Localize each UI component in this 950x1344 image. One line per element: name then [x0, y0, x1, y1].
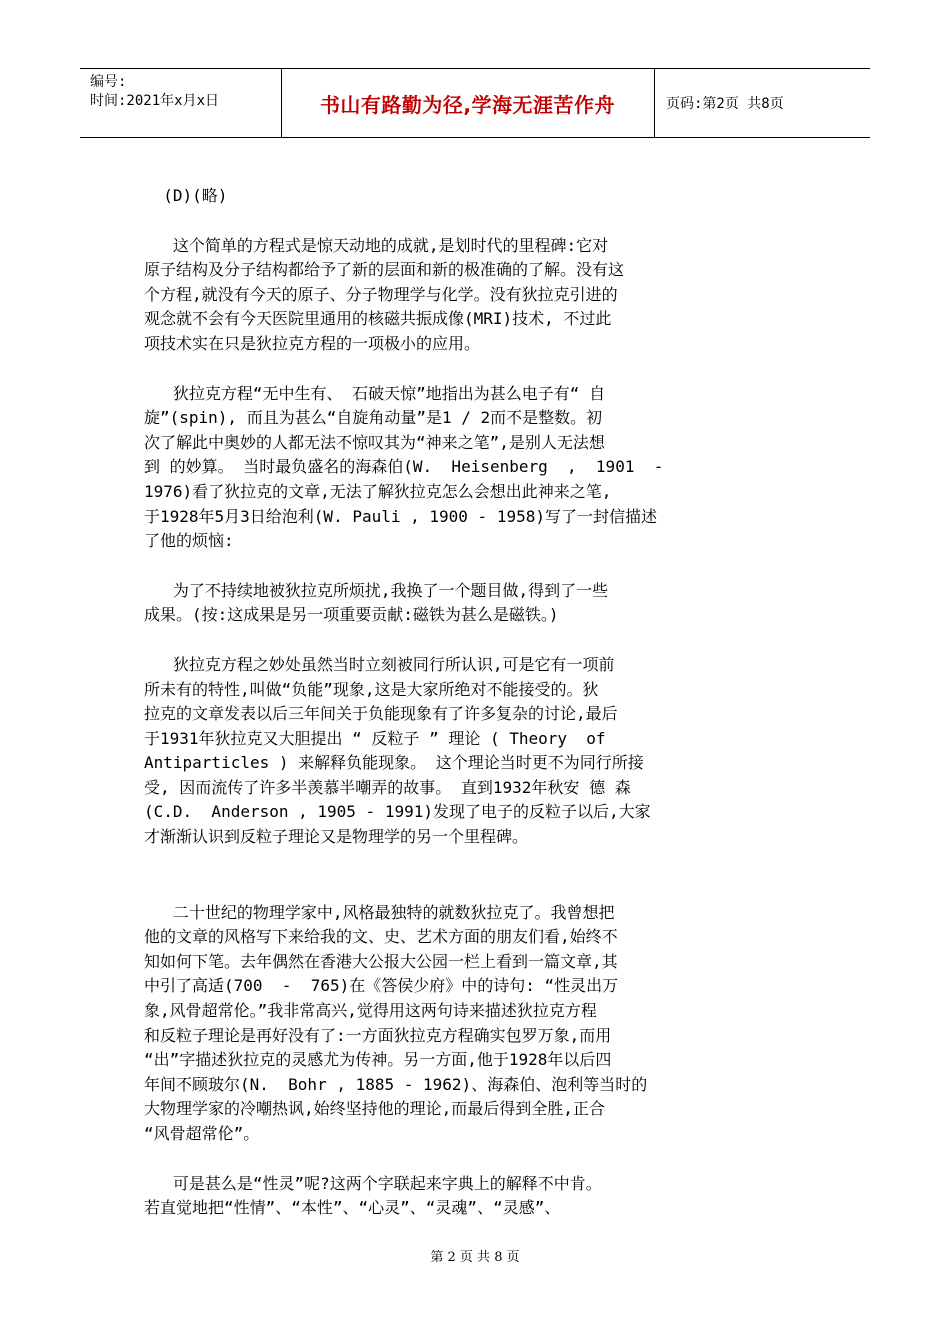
text-line: 和反粒子理论是再好没有了:一方面狄拉克方程确实包罗万象,而用: [144, 1025, 612, 1045]
paragraph: [144, 382, 724, 554]
text-line: 个方程,就没有今天的原子、分子物理学与化学。没有狄拉克引进的: [144, 284, 618, 304]
paragraph: [144, 653, 724, 850]
text-line: Antiparticles ) 来解释负能现象。 这个理论当时更不为同行所接: [144, 753, 644, 773]
header-meta: [90, 73, 280, 111]
text-line: 若直觉地把“性情”、“本性”、“心灵”、“灵魂”、“灵感”、: [144, 1198, 561, 1218]
text-line: 二十世纪的物理学家中,风格最独特的就数狄拉克了。我曾想把: [144, 902, 615, 922]
text-line: 狄拉克方程“无中生有、 石破天惊”地指出为甚么电子有“ 自: [144, 383, 606, 403]
text-line: 为了不持续地被狄拉克所烦扰,我换了一个题目做,得到了一些: [144, 580, 609, 600]
text-line: “出”字描述狄拉克的灵感尤为传神。另一方面,他于1928年以后四: [144, 1050, 612, 1070]
time-label: 时间:2021年x月x日: [90, 93, 220, 109]
text-line: 年间不顾玻尔(N. Bohr , 1885 - 1962)、海森伯、泡利等当时的: [144, 1074, 648, 1094]
text-line: (C.D. Anderson , 1905 - 1991)发现了电子的反粒子以后,大家: [144, 802, 651, 822]
text-line: 所未有的特性,叫做“负能”现象,这是大家所绝对不能接受的。狄: [144, 679, 599, 699]
text-line: 可是甚么是“性灵”呢?这两个字联起来字典上的解释不中肯。: [144, 1173, 602, 1193]
paragraph: [144, 901, 724, 1147]
text-line: 中引了高适(700 - 765)在《答侯少府》中的诗句: “性灵出万: [144, 976, 619, 996]
document-body: [144, 184, 724, 1221]
text-line: (D)(略): [144, 186, 228, 205]
motto: 书山有路勤为径,学海无涯苦作舟: [319, 92, 616, 117]
page-footer: 第 2 页 共 8 页: [430, 1250, 520, 1265]
text-line: 象,风骨超常伦。”我非常高兴,觉得用这两句诗来描述狄拉克方程: [144, 1001, 597, 1021]
text-line: 项技术实在只是狄拉克方程的一项极小的应用。: [144, 333, 481, 353]
text-line: 观念就不会有今天医院里通用的核磁共振成像(MRI)技术, 不过此: [144, 309, 612, 329]
text-line: 狄拉克方程之妙处虽然当时立刻被同行所认识,可是它有一项前: [144, 654, 615, 674]
text-line: 于1928年5月3日给泡利(W. Pauli , 1900 - 1958)写了一封信描述: [144, 506, 657, 526]
paragraph: [144, 234, 724, 357]
text-line: 大物理学家的冷嘲热讽,始终坚持他的理论,而最后得到全胜,正合: [144, 1099, 605, 1119]
page-code: 页码:第2页 共8页: [666, 96, 784, 112]
paragraph: [144, 184, 724, 209]
header-table: [80, 68, 870, 138]
text-line: 知如何下笔。去年偶然在香港大公报大公园一栏上看到一篇文章,其: [144, 951, 618, 971]
text-line: 原子结构及分子结构都给予了新的层面和新的极准确的了解。没有这: [144, 260, 625, 280]
number-label: 编号:: [90, 74, 127, 90]
text-line: 这个简单的方程式是惊天动地的成就,是划时代的里程碑:它对: [144, 235, 609, 255]
text-line: “风骨超常伦”。: [144, 1124, 260, 1143]
text-line: 受, 因而流传了许多半羡慕半嘲弄的故事。 直到1932年秋安 德 森: [144, 777, 631, 797]
text-line: 次了解此中奥妙的人都无法不惊叹其为“神来之笔”,是别人无法想: [144, 432, 605, 452]
text-line: 了他的烦恼:: [144, 531, 234, 551]
paragraph: [144, 579, 724, 628]
paragraph: [144, 1172, 724, 1221]
text-line: 他的文章的风格写下来给我的文、史、艺术方面的朋友们看,始终不: [144, 927, 618, 947]
text-line: 到 的妙算。 当时最负盛名的海森伯(W. Heisenberg , 1901 -: [144, 457, 664, 477]
text-line: 才渐渐认识到反粒子理论又是物理学的另一个里程碑。: [144, 827, 529, 847]
text-line: 1976)看了狄拉克的文章,无法了解狄拉克怎么会想出此神来之笔,: [144, 481, 612, 501]
text-line: 拉克的文章发表以后三年间关于负能现象有了许多复杂的讨论,最后: [144, 704, 618, 724]
text-line: 于1931年狄拉克又大胆提出 “ 反粒子 ” 理论 ( Theory of: [144, 728, 606, 748]
header-divider: [654, 69, 655, 137]
text-line: 成果。(按:这成果是另一项重要贡献:磁铁为甚么是磁铁。): [144, 605, 559, 625]
text-line: 旋”(spin), 而且为甚么“自旋角动量”是1 / 2而不是整数。初: [144, 408, 603, 428]
